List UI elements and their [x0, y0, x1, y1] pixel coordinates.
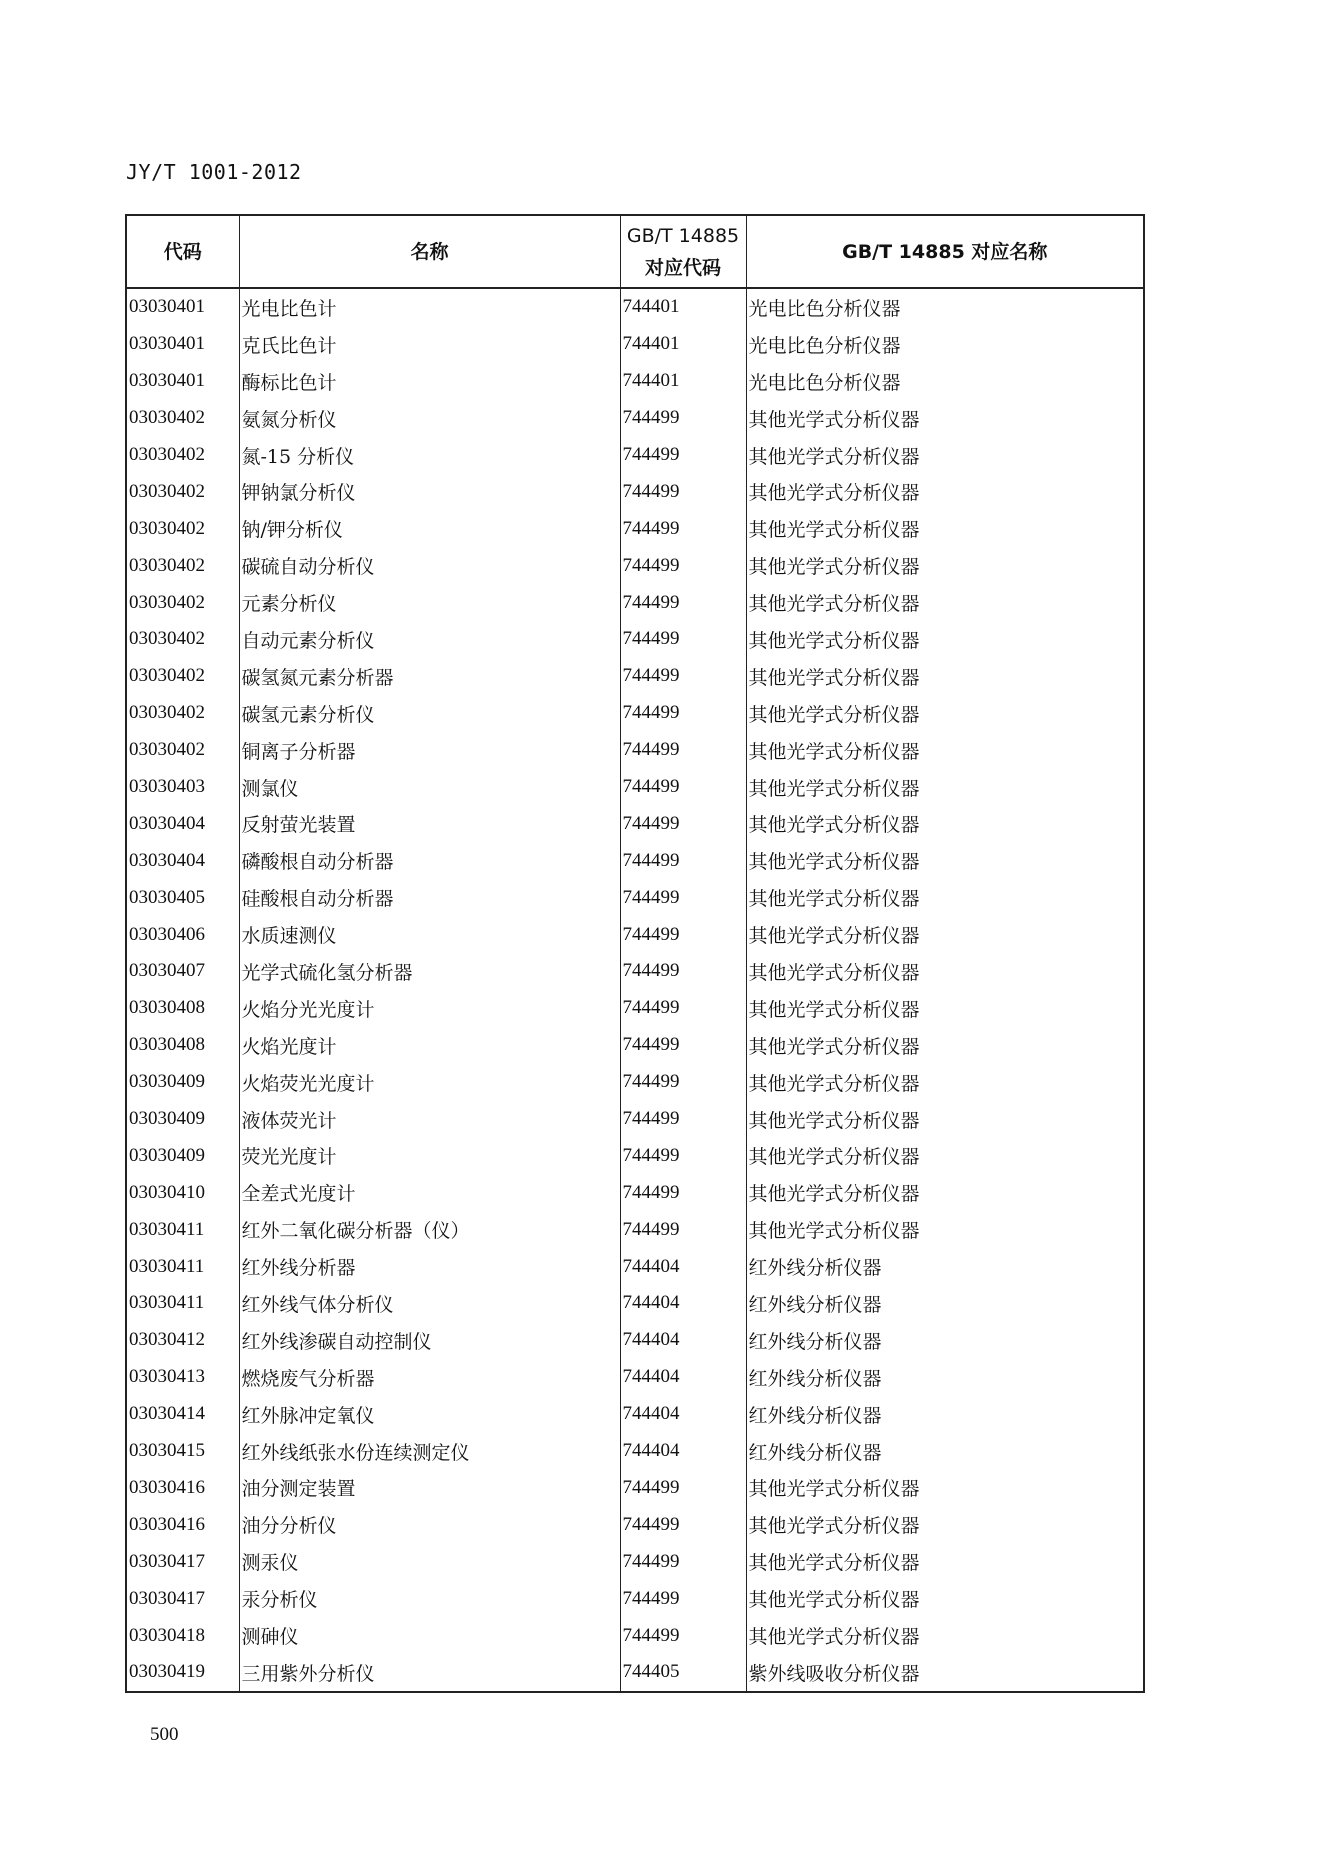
- cell-gb-code: 744404: [620, 1359, 746, 1396]
- table-row: [126, 1543, 1144, 1580]
- cell-name: 红外线气体分析仪: [239, 1285, 620, 1322]
- code-mapping-table: [125, 214, 1145, 1693]
- cell-name: 光学式硫化氢分析器: [239, 953, 620, 990]
- cell-name: 油分分析仪: [239, 1506, 620, 1543]
- table-row: [126, 1654, 1144, 1692]
- cell-code: 03030402: [126, 547, 239, 584]
- cell-name: 自动元素分析仪: [239, 621, 620, 658]
- cell-code: 03030406: [126, 916, 239, 953]
- table-row: [126, 732, 1144, 769]
- cell-gb-code: 744404: [620, 1396, 746, 1433]
- cell-gb-name: 红外线分析仪器: [746, 1433, 1144, 1470]
- cell-gb-name: 其他光学式分析仪器: [746, 437, 1144, 474]
- cell-gb-code: 744499: [620, 842, 746, 879]
- cell-gb-code: 744499: [620, 916, 746, 953]
- cell-gb-name: 其他光学式分析仪器: [746, 1543, 1144, 1580]
- cell-name: 光电比色计: [239, 288, 620, 326]
- cell-gb-name: 红外线分析仪器: [746, 1248, 1144, 1285]
- table-row: [126, 584, 1144, 621]
- cell-code: 03030413: [126, 1359, 239, 1396]
- cell-gb-code: 744499: [620, 879, 746, 916]
- cell-gb-code: 744405: [620, 1654, 746, 1692]
- cell-gb-name: 其他光学式分析仪器: [746, 769, 1144, 806]
- cell-code: 03030402: [126, 584, 239, 621]
- cell-name: 磷酸根自动分析器: [239, 842, 620, 879]
- cell-gb-code: 744404: [620, 1322, 746, 1359]
- cell-name: 液体荧光计: [239, 1101, 620, 1138]
- cell-name: 火焰荧光光度计: [239, 1064, 620, 1101]
- cell-gb-code: 744499: [620, 1617, 746, 1654]
- cell-code: 03030419: [126, 1654, 239, 1692]
- cell-name: 火焰光度计: [239, 1027, 620, 1064]
- cell-gb-code: 744499: [620, 1137, 746, 1174]
- cell-code: 03030410: [126, 1174, 239, 1211]
- page-number: 500: [150, 1724, 179, 1745]
- cell-code: 03030411: [126, 1248, 239, 1285]
- cell-name: 红外二氧化碳分析器（仪）: [239, 1211, 620, 1248]
- cell-name: 全差式光度计: [239, 1174, 620, 1211]
- cell-gb-code: 744404: [620, 1433, 746, 1470]
- cell-gb-code: 744499: [620, 1064, 746, 1101]
- cell-gb-name: 其他光学式分析仪器: [746, 658, 1144, 695]
- cell-gb-name: 其他光学式分析仪器: [746, 916, 1144, 953]
- cell-gb-name: 其他光学式分析仪器: [746, 473, 1144, 510]
- cell-code: 03030417: [126, 1580, 239, 1617]
- cell-gb-code: 744499: [620, 437, 746, 474]
- cell-name: 汞分析仪: [239, 1580, 620, 1617]
- col-header-gb-code-line1: GB/T 14885: [626, 224, 740, 247]
- table-row: [126, 695, 1144, 732]
- cell-name: 钾钠氯分析仪: [239, 473, 620, 510]
- cell-name: 红外脉冲定氧仪: [239, 1396, 620, 1433]
- cell-gb-name: 红外线分析仪器: [746, 1359, 1144, 1396]
- cell-name: 氮-15 分析仪: [239, 437, 620, 474]
- table-row: [126, 1396, 1144, 1433]
- cell-name: 红外线纸张水份连续测定仪: [239, 1433, 620, 1470]
- cell-gb-name: 其他光学式分析仪器: [746, 621, 1144, 658]
- cell-gb-name: 其他光学式分析仪器: [746, 953, 1144, 990]
- cell-gb-name: 其他光学式分析仪器: [746, 695, 1144, 732]
- cell-gb-code: 744499: [620, 695, 746, 732]
- cell-code: 03030402: [126, 621, 239, 658]
- cell-gb-code: 744499: [620, 1027, 746, 1064]
- cell-code: 03030412: [126, 1322, 239, 1359]
- table-row: [126, 1580, 1144, 1617]
- table-row: [126, 1101, 1144, 1138]
- cell-name: 测氯仪: [239, 769, 620, 806]
- table-row: [126, 1470, 1144, 1507]
- cell-code: 03030404: [126, 805, 239, 842]
- cell-name: 硅酸根自动分析器: [239, 879, 620, 916]
- cell-gb-code: 744499: [620, 473, 746, 510]
- cell-gb-name: 其他光学式分析仪器: [746, 1174, 1144, 1211]
- cell-name: 酶标比色计: [239, 363, 620, 400]
- col-header-code: 代码: [126, 215, 239, 288]
- table-row: [126, 1211, 1144, 1248]
- cell-gb-code: 744499: [620, 1470, 746, 1507]
- table-row: [126, 658, 1144, 695]
- col-header-gb-code-line2: 对应代码: [644, 256, 721, 279]
- table-body: [126, 288, 1144, 1692]
- cell-gb-code: 744401: [620, 326, 746, 363]
- table-row: [126, 510, 1144, 547]
- cell-name: 水质速测仪: [239, 916, 620, 953]
- cell-code: 03030401: [126, 363, 239, 400]
- cell-gb-name: 红外线分析仪器: [746, 1322, 1144, 1359]
- cell-gb-code: 744499: [620, 990, 746, 1027]
- table-row: [126, 437, 1144, 474]
- cell-code: 03030408: [126, 990, 239, 1027]
- cell-name: 铜离子分析器: [239, 732, 620, 769]
- cell-gb-code: 744499: [620, 1211, 746, 1248]
- cell-gb-name: 其他光学式分析仪器: [746, 1580, 1144, 1617]
- cell-code: 03030402: [126, 473, 239, 510]
- table-row: [126, 1322, 1144, 1359]
- standard-header: JY/T 1001-2012: [126, 160, 302, 184]
- cell-name: 油分测定装置: [239, 1470, 620, 1507]
- cell-gb-name: 其他光学式分析仪器: [746, 400, 1144, 437]
- cell-gb-code: 744499: [620, 805, 746, 842]
- table-row: [126, 288, 1144, 326]
- cell-gb-code: 744401: [620, 363, 746, 400]
- table-row: [126, 1359, 1144, 1396]
- cell-name: 碳氢氮元素分析器: [239, 658, 620, 695]
- table-row: [126, 326, 1144, 363]
- cell-code: 03030402: [126, 732, 239, 769]
- cell-gb-name: 其他光学式分析仪器: [746, 1470, 1144, 1507]
- cell-code: 03030409: [126, 1064, 239, 1101]
- cell-gb-code: 744499: [620, 584, 746, 621]
- table-row: [126, 1064, 1144, 1101]
- cell-name: 碳硫自动分析仪: [239, 547, 620, 584]
- table-row: [126, 990, 1144, 1027]
- cell-code: 03030417: [126, 1543, 239, 1580]
- cell-code: 03030407: [126, 953, 239, 990]
- cell-code: 03030411: [126, 1285, 239, 1322]
- cell-gb-name: 其他光学式分析仪器: [746, 990, 1144, 1027]
- table-row: [126, 621, 1144, 658]
- cell-gb-name: 其他光学式分析仪器: [746, 1101, 1144, 1138]
- cell-name: 火焰分光光度计: [239, 990, 620, 1027]
- cell-gb-code: 744499: [620, 1580, 746, 1617]
- table-row: [126, 1137, 1144, 1174]
- table-row: [126, 473, 1144, 510]
- cell-gb-name: 光电比色分析仪器: [746, 363, 1144, 400]
- cell-code: 03030402: [126, 658, 239, 695]
- table-header-row: [126, 215, 1144, 288]
- cell-gb-code: 744499: [620, 1543, 746, 1580]
- cell-gb-code: 744404: [620, 1285, 746, 1322]
- cell-gb-code: 744401: [620, 288, 746, 326]
- cell-gb-name: 红外线分析仪器: [746, 1285, 1144, 1322]
- cell-gb-name: 其他光学式分析仪器: [746, 510, 1144, 547]
- table-row: [126, 805, 1144, 842]
- table-row: [126, 400, 1144, 437]
- cell-name: 钠/钾分析仪: [239, 510, 620, 547]
- cell-name: 反射萤光装置: [239, 805, 620, 842]
- cell-code: 03030405: [126, 879, 239, 916]
- cell-gb-code: 744499: [620, 1506, 746, 1543]
- cell-gb-name: 红外线分析仪器: [746, 1396, 1144, 1433]
- cell-code: 03030402: [126, 437, 239, 474]
- cell-gb-code: 744404: [620, 1248, 746, 1285]
- table-row: [126, 547, 1144, 584]
- cell-name: 测砷仪: [239, 1617, 620, 1654]
- cell-gb-name: 光电比色分析仪器: [746, 288, 1144, 326]
- cell-name: 元素分析仪: [239, 584, 620, 621]
- cell-code: 03030402: [126, 695, 239, 732]
- cell-code: 03030408: [126, 1027, 239, 1064]
- cell-gb-name: 其他光学式分析仪器: [746, 1137, 1144, 1174]
- cell-gb-name: 其他光学式分析仪器: [746, 547, 1144, 584]
- cell-name: 红外线分析器: [239, 1248, 620, 1285]
- cell-code: 03030409: [126, 1101, 239, 1138]
- cell-name: 测汞仪: [239, 1543, 620, 1580]
- cell-code: 03030402: [126, 400, 239, 437]
- cell-gb-code: 744499: [620, 1174, 746, 1211]
- cell-code: 03030404: [126, 842, 239, 879]
- cell-gb-name: 其他光学式分析仪器: [746, 732, 1144, 769]
- cell-code: 03030401: [126, 288, 239, 326]
- cell-gb-name: 其他光学式分析仪器: [746, 1506, 1144, 1543]
- cell-code: 03030414: [126, 1396, 239, 1433]
- cell-name: 燃烧废气分析器: [239, 1359, 620, 1396]
- table-row: [126, 363, 1144, 400]
- col-header-name: 名称: [239, 215, 620, 288]
- table-row: [126, 842, 1144, 879]
- cell-name: 碳氢元素分析仪: [239, 695, 620, 732]
- cell-gb-code: 744499: [620, 510, 746, 547]
- cell-gb-name: 紫外线吸收分析仪器: [746, 1654, 1144, 1692]
- cell-gb-code: 744499: [620, 547, 746, 584]
- cell-gb-code: 744499: [620, 658, 746, 695]
- cell-name: 氨氮分析仪: [239, 400, 620, 437]
- cell-code: 03030411: [126, 1211, 239, 1248]
- table-row: [126, 1433, 1144, 1470]
- cell-code: 03030403: [126, 769, 239, 806]
- col-header-gb-code: [620, 215, 746, 288]
- cell-gb-name: 其他光学式分析仪器: [746, 584, 1144, 621]
- cell-name: 红外线渗碳自动控制仪: [239, 1322, 620, 1359]
- cell-gb-code: 744499: [620, 1101, 746, 1138]
- cell-gb-name: 其他光学式分析仪器: [746, 1211, 1144, 1248]
- cell-gb-name: 其他光学式分析仪器: [746, 1064, 1144, 1101]
- table-row: [126, 1248, 1144, 1285]
- cell-code: 03030401: [126, 326, 239, 363]
- cell-gb-name: 其他光学式分析仪器: [746, 805, 1144, 842]
- table-row: [126, 1027, 1144, 1064]
- cell-gb-name: 其他光学式分析仪器: [746, 842, 1144, 879]
- cell-gb-name: 其他光学式分析仪器: [746, 1617, 1144, 1654]
- cell-name: 三用紫外分析仪: [239, 1654, 620, 1692]
- cell-gb-code: 744499: [620, 953, 746, 990]
- table-row: [126, 1285, 1144, 1322]
- table-row: [126, 953, 1144, 990]
- table-row: [126, 1617, 1144, 1654]
- table-row: [126, 1174, 1144, 1211]
- cell-code: 03030415: [126, 1433, 239, 1470]
- cell-code: 03030416: [126, 1470, 239, 1507]
- cell-name: 荧光光度计: [239, 1137, 620, 1174]
- cell-gb-code: 744499: [620, 621, 746, 658]
- cell-gb-code: 744499: [620, 400, 746, 437]
- cell-code: 03030409: [126, 1137, 239, 1174]
- cell-gb-code: 744499: [620, 769, 746, 806]
- table-row: [126, 1506, 1144, 1543]
- cell-gb-name: 其他光学式分析仪器: [746, 1027, 1144, 1064]
- cell-gb-name: 光电比色分析仪器: [746, 326, 1144, 363]
- cell-code: 03030416: [126, 1506, 239, 1543]
- cell-code: 03030402: [126, 510, 239, 547]
- table-row: [126, 879, 1144, 916]
- cell-gb-code: 744499: [620, 732, 746, 769]
- cell-gb-name: 其他光学式分析仪器: [746, 879, 1144, 916]
- table-row: [126, 916, 1144, 953]
- cell-code: 03030418: [126, 1617, 239, 1654]
- col-header-gb-name: GB/T 14885 对应名称: [746, 215, 1144, 288]
- table-row: [126, 769, 1144, 806]
- cell-name: 克氏比色计: [239, 326, 620, 363]
